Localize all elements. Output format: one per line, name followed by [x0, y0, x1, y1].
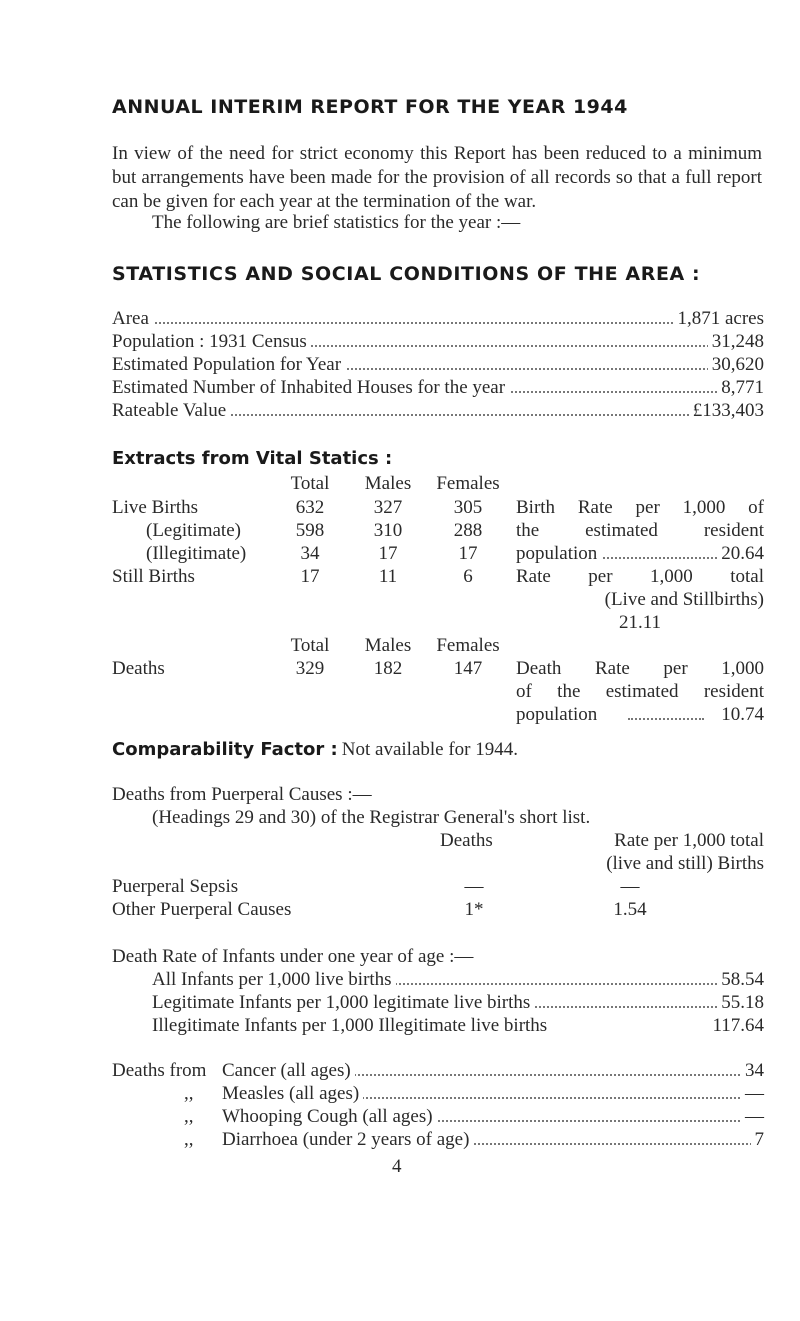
deaths-row-diarrhoea: [222, 1129, 764, 1153]
stat-row-area: [112, 308, 764, 332]
stat-value: 31,248: [708, 331, 764, 353]
note-line: the estimated resident: [516, 520, 764, 541]
cell-total: 17: [300, 566, 320, 587]
col-header-females: Females: [436, 635, 500, 656]
row-label: Still Births: [112, 566, 195, 587]
cell-males: 11: [378, 566, 398, 587]
col-header-rate-sub: (live and still) Births: [606, 853, 764, 874]
note-label: population: [516, 704, 601, 726]
cell-males: 327: [373, 497, 403, 518]
row-label: Diarrhoea (under 2 years of age): [222, 1129, 473, 1151]
ditto-mark: ,,: [184, 1083, 194, 1104]
note-line: (Live and Stillbirths): [604, 589, 764, 610]
note-leader-line: [516, 543, 764, 567]
stat-label: Estimated Population for Year: [112, 354, 345, 376]
stat-label: Rateable Value: [112, 400, 230, 422]
stat-label: Estimated Number of Inhabited Houses for the year: [112, 377, 509, 399]
note-line: of the estimated resident: [516, 681, 764, 702]
cell-deaths: 1*: [464, 899, 484, 920]
cell-total: 329: [295, 658, 325, 679]
infant-row-all: [152, 969, 764, 993]
col-header-males: Males: [364, 635, 412, 656]
cell-rate: 1.54: [613, 899, 647, 920]
stat-row-estimated-population: [112, 354, 764, 378]
row-label: (Legitimate): [146, 520, 241, 541]
note-line: Rate per 1,000 total: [516, 566, 764, 587]
stat-label: Area: [112, 308, 153, 330]
col-header-total: Total: [290, 473, 330, 494]
cell-total: 632: [295, 497, 325, 518]
row-label: Puerperal Sepsis: [112, 876, 239, 897]
page-title: ANNUAL INTERIM REPORT FOR THE YEAR 1944: [112, 96, 628, 118]
cell-males: 182: [373, 658, 403, 679]
vital-heading: Extracts from Vital Statics :: [112, 448, 393, 469]
infant-row-legitimate: [152, 992, 764, 1016]
cell-rate: —: [620, 876, 640, 897]
row-label: Live Births: [112, 497, 199, 518]
row-value: 34: [741, 1060, 764, 1082]
deaths-from-prefix: Deaths from: [112, 1060, 207, 1081]
note-leader-line: [516, 704, 764, 728]
row-value: —: [741, 1083, 764, 1105]
stat-value: 8,771: [717, 377, 764, 399]
row-value: 117.64: [708, 1015, 764, 1037]
total-rate-value: 21.11: [618, 612, 662, 633]
note-line: Death Rate per 1,000: [516, 658, 764, 679]
deaths-row-cancer: [222, 1060, 764, 1084]
col-header-deaths: Deaths: [440, 830, 493, 851]
cell-males: 17: [378, 543, 398, 564]
comparability-label: Comparability Factor :: [112, 739, 338, 760]
row-label: Measles (all ages): [222, 1083, 363, 1105]
row-label: (Illegitimate): [146, 543, 247, 564]
stat-row-inhabited-houses: [112, 377, 764, 401]
stat-value: 1,871 acres: [673, 308, 764, 330]
cell-females: 305: [453, 497, 483, 518]
stat-label: Population : 1931 Census: [112, 331, 311, 353]
dot-leader: [628, 718, 704, 720]
col-header-rate: Rate per 1,000 total: [614, 830, 764, 851]
infant-row-illegitimate: [152, 1015, 764, 1039]
cell-males: 310: [373, 520, 403, 541]
dot-leader: [112, 322, 764, 324]
intro-following: The following are brief statistics for the year :—: [152, 212, 521, 233]
intro-paragraph: In view of the need for strict economy this Report has been reduced to a minimum but arrangements have been made for the provision of all records so that a full report can be given for each year at the termination of the war.: [112, 143, 762, 212]
cell-females: 288: [453, 520, 483, 541]
stat-value: 30,620: [708, 354, 764, 376]
deaths-row-measles: [222, 1083, 764, 1107]
comparability-text: Not available for 1944.: [341, 739, 518, 760]
col-header-females: Females: [436, 473, 500, 494]
infant-intro: Death Rate of Infants under one year of age :—: [112, 946, 474, 967]
row-label: Illegitimate Infants per 1,000 Illegitimate live births: [152, 1015, 551, 1037]
ditto-mark: ,,: [184, 1129, 194, 1150]
note-line: Birth Rate per 1,000 of: [516, 497, 764, 518]
cell-deaths: —: [464, 876, 484, 897]
statistics-heading: STATISTICS AND SOCIAL CONDITIONS OF THE AREA :: [112, 263, 701, 285]
cell-females: 17: [458, 543, 478, 564]
cell-total: 34: [300, 543, 320, 564]
page-number: 4: [392, 1156, 402, 1177]
row-label: Legitimate Infants per 1,000 legitimate live births: [152, 992, 534, 1014]
row-value: —: [741, 1106, 764, 1128]
col-header-males: Males: [364, 473, 412, 494]
note-label: population: [516, 543, 601, 565]
row-label: Other Puerperal Causes: [112, 899, 292, 920]
comparability-line: [112, 739, 518, 761]
cell-females: 6: [463, 566, 473, 587]
death-rate-value: 10.74: [717, 704, 764, 726]
cell-females: 147: [453, 658, 483, 679]
row-value: 58.54: [717, 969, 764, 991]
row-label: Deaths: [112, 658, 165, 679]
row-value: 7: [751, 1129, 765, 1151]
row-label: All Infants per 1,000 live births: [152, 969, 396, 991]
birth-rate-value: 20.64: [717, 543, 764, 565]
row-label: Cancer (all ages): [222, 1060, 355, 1082]
ditto-mark: ,,: [184, 1106, 194, 1127]
stat-row-rateable-value: [112, 400, 764, 424]
puerperal-headings: (Headings 29 and 30) of the Registrar General's short list.: [152, 807, 591, 828]
cell-total: 598: [295, 520, 325, 541]
puerperal-intro: Deaths from Puerperal Causes :—: [112, 784, 372, 805]
row-value: 55.18: [717, 992, 764, 1014]
row-label: Whooping Cough (all ages): [222, 1106, 437, 1128]
deaths-row-whooping-cough: [222, 1106, 764, 1130]
stat-row-population-census: [112, 331, 764, 355]
col-header-total: Total: [290, 635, 330, 656]
stat-value: £133,403: [689, 400, 764, 422]
